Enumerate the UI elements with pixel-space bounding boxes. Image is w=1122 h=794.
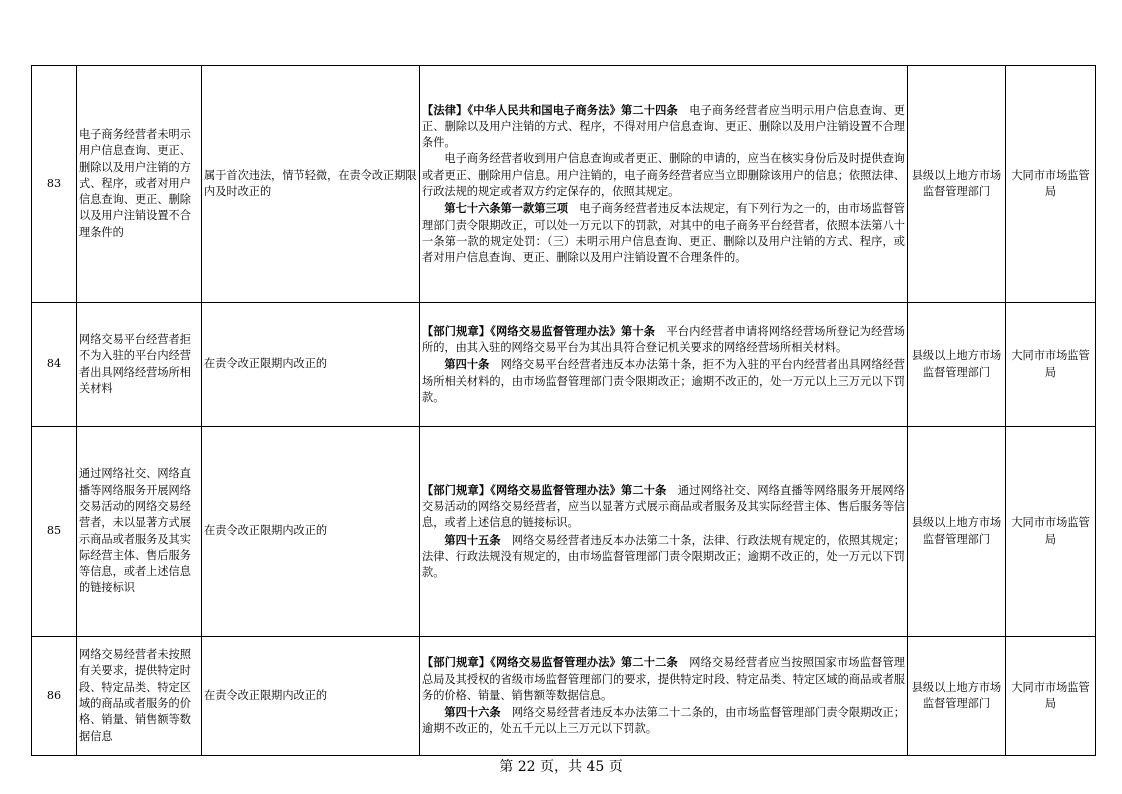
enforcement-organ: 县级以上地方市场监督管理部门 [908,637,1006,756]
exemption-condition: 在责令改正限期内改正的 [202,303,420,427]
enforcement-organ: 县级以上地方市场监督管理部门 [908,66,1006,303]
article-text: 网络交易平台经营者违反本办法第十条，拒不为入驻的平台内经营者出具网络经营场所相关材料的，由市场监督管理部门责令限期改正；逾期不改正的，处一万元以上三万元以下罚款。 [422,358,905,404]
legal-basis [420,303,908,427]
article-text: 网络交易经营者违反本办法第二十条，法律、行政法规有规定的，依照其规定；法律、行政法规没有规定的，由市场监督管理部门责令限期改正；逾期不改正的，处一万元以下罚款。 [422,533,905,580]
legal-basis [420,637,908,756]
row-number: 84 [32,303,77,427]
enforcement-organ: 县级以上地方市场监督管理部门 [908,427,1006,637]
basis-paragraph [422,356,905,406]
article-text: 电子商务经营者收到用户信息查询或者更正、删除的申请的，应当在核实身份后及时提供查询或者更正、删除用户信息。用户注销的，电子商务经营者应当立即删除该用户的信息；依照法律、行政法规的规定或者双方约定保存的，依照其规定。 [422,152,905,198]
row-number: 85 [32,427,77,637]
authority-name: 大同市市场监管局 [1006,66,1096,303]
article-text: 平台内经营者申请将网络经营场所登记为经营场所的，由其入驻的网络交易平台为其出具符合登记机关要求的网络经营场所相关材料。 [422,324,905,355]
violation-behavior: 电子商务经营者未明示用户信息查询、更正、删除以及用户注销的方式、程序，或者对用户信息查询、更正、删除以及用户注销设置不合理条件的 [77,66,202,303]
exemption-condition: 在责令改正限期内改正的 [202,637,420,756]
table-row [32,637,1096,756]
legal-basis [420,427,908,637]
basis-paragraph [422,323,905,357]
basis-paragraph [422,532,905,582]
table-row [32,66,1096,303]
basis-paragraph [422,102,905,152]
legal-basis [420,66,908,303]
exemption-condition: 属于首次违法，情节轻微，在责令改正期限内及时改正的 [202,66,420,303]
row-number: 86 [32,637,77,756]
article-text: 通过网络社交、网络直播等网络服务开展网络交易活动的网络交易经营者，应当以显著方式展示商品或者服务及其实际经营主体、售后服务等信息，或者上述信息的链接标识。 [422,483,905,530]
row-number: 83 [32,66,77,303]
violation-behavior: 网络交易经营者未按照有关要求，提供特定时段、特定品类、特定区域的商品或者服务的价格、销量、销售额等数据信息 [77,637,202,756]
article-text: 网络交易经营者违反本办法第二十二条的，由市场监督管理部门责令限期改正；逾期不改正的，处五千元以上三万元以下罚款。 [422,706,905,736]
penalty-table [31,65,1096,756]
article-heading: 第四十五条 [444,532,501,547]
basis-paragraph [422,151,905,200]
article-heading: 【部门规章】《网络交易监督管理办法》第二十条 [422,482,667,497]
article-heading: 第四十条 [444,357,490,372]
authority-name: 大同市市场监管局 [1006,427,1096,637]
article-heading: 【部门规章】《网络交易监督管理办法》第十条 [422,323,656,338]
article-text: 网络交易经营者应当按照国家市场监督管理总局及其授权的省级市场监督管理部门的要求，提供特定时段、特定品类、特定区域的商品或者服务的价格、销量、销售额等数据信息。 [422,656,905,702]
article-text: 电子商务经营者应当明示用户信息查询、更正、删除以及用户注销的方式、程序，不得对用户信息查询、更正、删除以及用户注销设置不合理条件。 [422,103,905,150]
basis-paragraph [422,482,905,532]
article-text: 电子商务经营者违反本法规定，有下列行为之一的，由市场监督管理部门责令限期改正，可以处一万元以下的罚款，对其中的电子商务平台经营者，依照本法第八十一条第一款的规定处罚：（三）未明示用户信息查询、更正、删除以及用户注销的方式、程序，或者对用户信息查询、更正、删除以及用户注销设置不合理条件的。 [422,202,905,265]
basis-paragraph [422,654,905,704]
page-footer: 第 22 页，共 45 页 [499,759,623,775]
violation-behavior: 网络交易平台经营者拒不为入驻的平台内经营者出具网络经营场所相关材料 [77,303,202,427]
enforcement-organ: 县级以上地方市场监督管理部门 [908,303,1006,427]
article-heading: 第七十六条第一款第三项 [444,201,568,216]
article-heading: 【部门规章】《网络交易监督管理办法》第二十二条 [422,655,678,670]
table-row [32,303,1096,427]
exemption-condition: 在责令改正限期内改正的 [202,427,420,637]
table-row [32,427,1096,637]
basis-paragraph [422,200,905,266]
basis-paragraph [422,704,905,738]
authority-name: 大同市市场监管局 [1006,637,1096,756]
violation-behavior: 通过网络社交、网络直播等网络服务开展网络交易活动的网络交易经营者，未以显著方式展示商品或者服务及其实际经营主体、售后服务等信息，或者上述信息的链接标识 [77,427,202,637]
article-heading: 【法律】《中华人民共和国电子商务法》第二十四条 [422,102,678,117]
article-heading: 第四十六条 [444,705,501,720]
authority-name: 大同市市场监管局 [1006,303,1096,427]
